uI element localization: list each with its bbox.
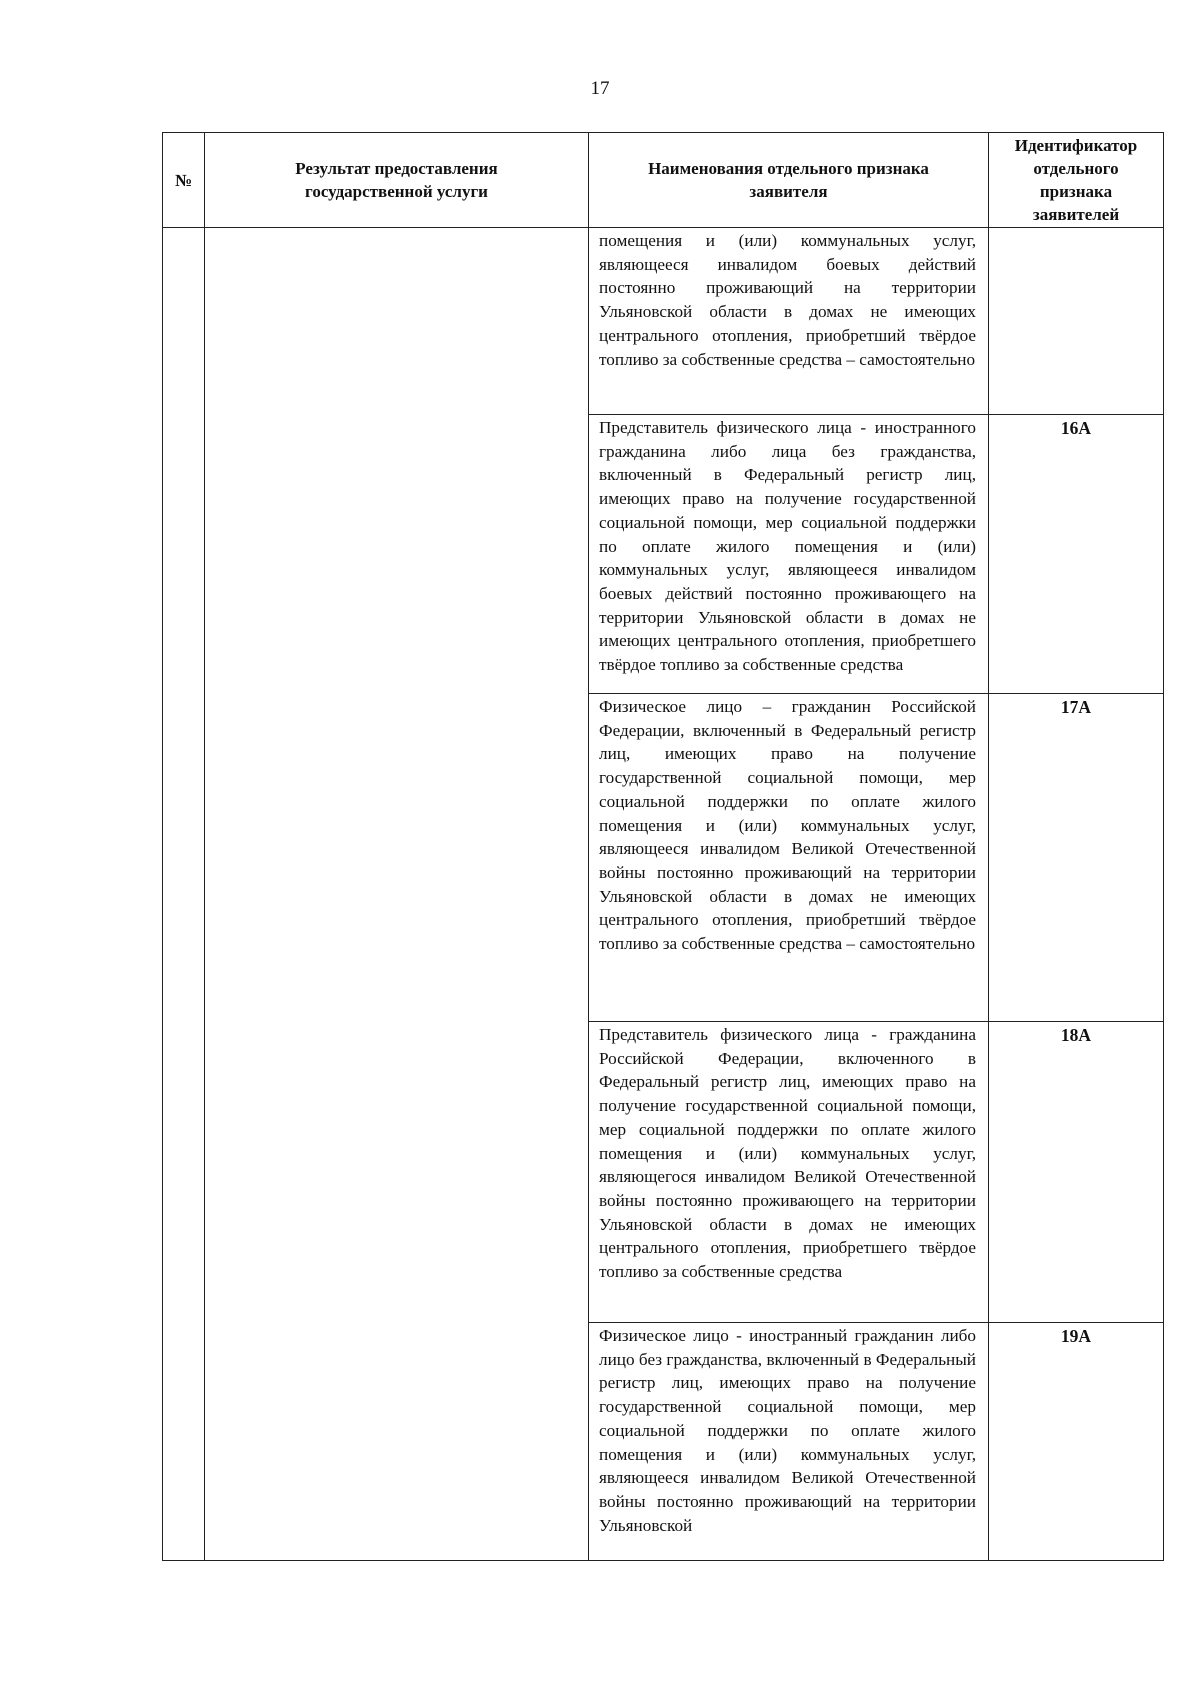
table-row (163, 228, 1164, 415)
attribute-name-cell (589, 694, 989, 1022)
attribute-name-text: Физическое лицо – гражданин Российской Федерации, включенный в Федеральный регистр лиц, имеющих право на получение государственной социальной помощи, мер социальной поддержки по оплате жилого помещения и (или) коммунальных услуг, являющееся инвалидом Великой Отечественной войны постоянно проживающий на территории Ульяновской области в домах не имеющих центрального отопления, приобретший твёрдое топливо за собственные средства – самостоятельно (599, 697, 976, 954)
identifier-cell (989, 228, 1164, 415)
attribute-name-cell (589, 1022, 989, 1323)
attribute-name-cell (589, 228, 989, 415)
attribute-name-cell (589, 1323, 989, 1561)
attribute-name-text: Физическое лицо - иностранный гражданин либо лицо без гражданства, включенный в Федеральный регистр лиц, имеющих право на получение государственной социальной помощи, мер социальной поддержки по оплате жилого помещения и (или) коммунальных услуг, являющееся инвалидом Великой Отечественной войны постоянно проживающий на территории Ульяновской (599, 1326, 976, 1535)
attribute-name-text: помещения и (или) коммунальных услуг, являющееся инвалидом боевых действий постоянно проживающий на территории Ульяновской области в домах не имеющих центрального отопления, приобретший твёрдое топливо за собственные средства – самостоятельно (599, 231, 976, 369)
attribute-name-text: Представитель физического лица - гражданина Российской Федерации, включенного в Федеральный регистр лиц, имеющих право на получение государственной социальной помощи, мер социальной поддержки по оплате жилого помещения и (или) коммунальных услуг, являющегося инвалидом Великой Отечественной войны постоянно проживающего на территории Ульяновской области в домах не имеющих центрального отопления, приобретшего твёрдое топливо за собственные средства (599, 1025, 976, 1282)
header-identifier: Идентификатор отдельного признака заявителей (989, 133, 1164, 228)
attribute-name-text: Представитель физического лица - иностранного гражданина либо лица без гражданства, включенный в Федеральный регистр лиц, имеющих право на получение государственной социальной помощи, мер социальной поддержки по оплате жилого помещения и (или) коммунальных услуг, являющееся инвалидом боевых действий постоянно проживающего на территории Ульяновской области в домах не имеющих центрального отопления, приобретшего твёрдое топливо за собственные средства (599, 418, 976, 675)
header-num: № (163, 133, 205, 228)
identifier-cell (989, 1022, 1164, 1323)
identifier-text: 17А (1060, 697, 1092, 717)
identifier-text: 19А (1060, 1326, 1092, 1346)
identifier-cell (989, 1323, 1164, 1561)
identifier-text: 16А (1060, 418, 1092, 438)
table-header-row (163, 133, 1164, 228)
identifier-text: 18А (1060, 1025, 1092, 1045)
applicant-attributes-table (162, 132, 1164, 1561)
header-name: Наименования отдельного признака заявителя (589, 133, 989, 228)
num-cell (163, 228, 205, 1561)
identifier-cell (989, 694, 1164, 1022)
page-number: 17 (590, 78, 610, 99)
identifier-cell (989, 415, 1164, 694)
header-result: Результат предоставления государственной услуги (205, 133, 589, 228)
result-cell (205, 228, 589, 1561)
attribute-name-cell (589, 415, 989, 694)
